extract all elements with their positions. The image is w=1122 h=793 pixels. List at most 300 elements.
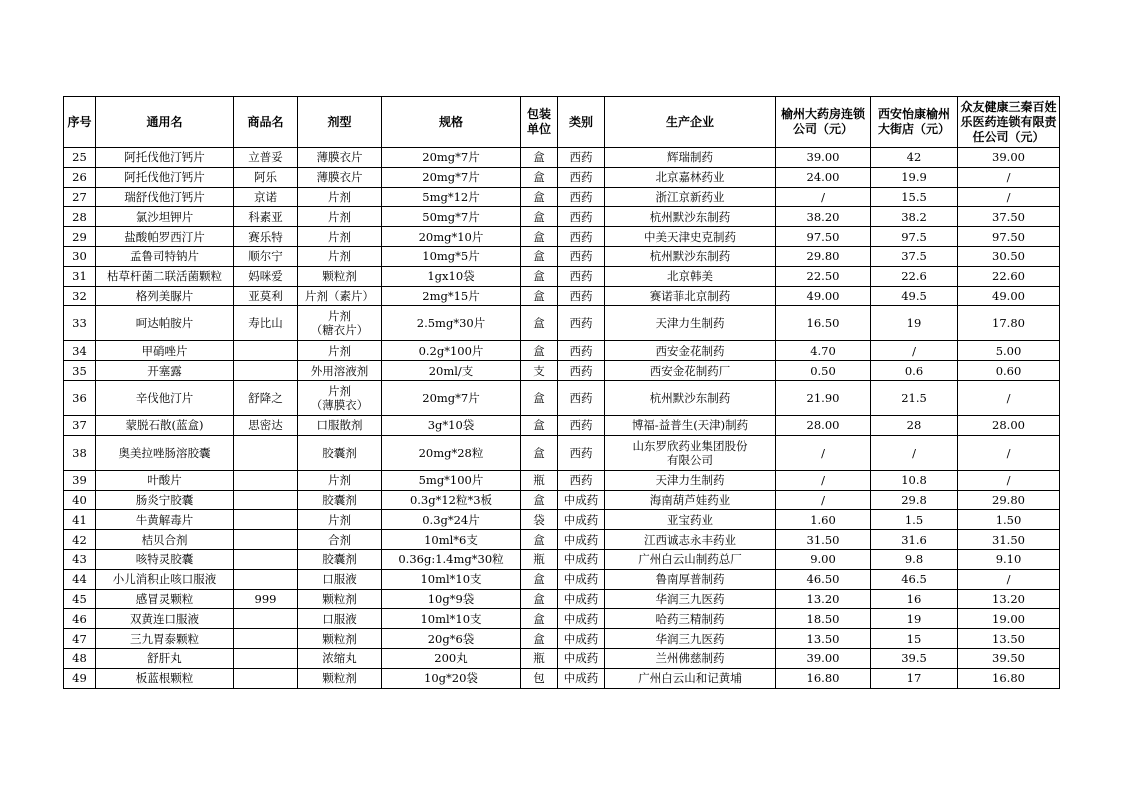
cell-index: 37 [64, 415, 96, 435]
cell-category: 中成药 [558, 549, 605, 569]
table-row [64, 549, 1060, 569]
cell-generic-name: 开塞露 [96, 361, 234, 381]
header-generic-name: 通用名 [96, 97, 234, 148]
cell-price-c: 9.10 [958, 549, 1060, 569]
cell-dosage-form: 颗粒剂 [298, 589, 382, 609]
cell-price-a: 21.90 [776, 380, 871, 415]
cell-dosage-form: 外用溶液剂 [298, 361, 382, 381]
cell-dosage-form: 胶囊剂 [298, 549, 382, 569]
cell-generic-name: 牛黄解毒片 [96, 510, 234, 530]
cell-price-b: 15.5 [871, 187, 958, 207]
cell-spec: 10ml*10支 [382, 609, 521, 629]
cell-price-b: 29.8 [871, 490, 958, 510]
cell-package-unit: 盒 [521, 530, 558, 550]
cell-generic-name: 瑞舒伐他汀钙片 [96, 187, 234, 207]
cell-price-a: 13.20 [776, 589, 871, 609]
cell-index: 41 [64, 510, 96, 530]
cell-price-c: 13.20 [958, 589, 1060, 609]
header-index: 序号 [64, 97, 96, 148]
cell-brand-name [234, 569, 298, 589]
cell-category: 中成药 [558, 510, 605, 530]
cell-package-unit: 瓶 [521, 648, 558, 668]
cell-generic-name: 感冒灵颗粒 [96, 589, 234, 609]
cell-spec: 0.2g*100片 [382, 341, 521, 361]
cell-dosage-form: 颗粒剂 [298, 266, 382, 286]
cell-generic-name: 甲硝唑片 [96, 341, 234, 361]
cell-index: 48 [64, 648, 96, 668]
cell-index: 28 [64, 207, 96, 227]
cell-price-a: 39.00 [776, 148, 871, 168]
cell-spec: 0.36g:1.4mg*30粒 [382, 549, 521, 569]
cell-package-unit: 盒 [521, 380, 558, 415]
cell-dosage-form: 胶囊剂 [298, 490, 382, 510]
cell-index: 42 [64, 530, 96, 550]
cell-price-a: 97.50 [776, 227, 871, 247]
cell-spec: 10g*20袋 [382, 668, 521, 688]
cell-index: 33 [64, 306, 96, 341]
cell-brand-name [234, 435, 298, 470]
cell-price-a: 39.00 [776, 648, 871, 668]
cell-category: 西药 [558, 207, 605, 227]
cell-brand-name: 思密达 [234, 415, 298, 435]
cell-package-unit: 瓶 [521, 549, 558, 569]
cell-index: 34 [64, 341, 96, 361]
cell-index: 30 [64, 246, 96, 266]
cell-manufacturer: 华润三九医药 [605, 629, 776, 649]
cell-brand-name [234, 490, 298, 510]
cell-price-c: 29.80 [958, 490, 1060, 510]
cell-package-unit: 盒 [521, 246, 558, 266]
cell-price-c: 16.80 [958, 668, 1060, 688]
cell-package-unit: 袋 [521, 510, 558, 530]
cell-price-b: 19 [871, 306, 958, 341]
cell-manufacturer: 西安金花制药 [605, 341, 776, 361]
table-body [64, 148, 1060, 689]
cell-index: 29 [64, 227, 96, 247]
cell-category: 中成药 [558, 569, 605, 589]
cell-price-c: 19.00 [958, 609, 1060, 629]
cell-brand-name: 立普妥 [234, 148, 298, 168]
table-row [64, 629, 1060, 649]
cell-manufacturer: 中美天津史克制药 [605, 227, 776, 247]
cell-price-a: / [776, 187, 871, 207]
cell-spec: 1gx10袋 [382, 266, 521, 286]
cell-spec: 20mg*10片 [382, 227, 521, 247]
table-row [64, 148, 1060, 168]
cell-index: 36 [64, 380, 96, 415]
cell-generic-name: 舒肝丸 [96, 648, 234, 668]
cell-package-unit: 盒 [521, 306, 558, 341]
cell-manufacturer: 山东罗欣药业集团股份 有限公司 [605, 435, 776, 470]
cell-price-b: 21.5 [871, 380, 958, 415]
cell-price-b: 15 [871, 629, 958, 649]
cell-generic-name: 咳特灵胶囊 [96, 549, 234, 569]
cell-index: 31 [64, 266, 96, 286]
cell-dosage-form: 口服液 [298, 569, 382, 589]
table-row [64, 306, 1060, 341]
table-row [64, 380, 1060, 415]
cell-dosage-form: 薄膜衣片 [298, 148, 382, 168]
cell-manufacturer: 鲁南厚普制药 [605, 569, 776, 589]
cell-category: 西药 [558, 246, 605, 266]
cell-spec: 20mg*28粒 [382, 435, 521, 470]
cell-manufacturer: 北京韩美 [605, 266, 776, 286]
cell-generic-name: 小儿消积止咳口服液 [96, 569, 234, 589]
cell-dosage-form: 口服液 [298, 609, 382, 629]
cell-price-b: 22.6 [871, 266, 958, 286]
cell-index: 43 [64, 549, 96, 569]
cell-price-b: 28 [871, 415, 958, 435]
cell-package-unit: 盒 [521, 148, 558, 168]
header-dosage-form: 剂型 [298, 97, 382, 148]
cell-manufacturer: 博福-益普生(天津)制药 [605, 415, 776, 435]
cell-price-c: 1.50 [958, 510, 1060, 530]
cell-package-unit: 盒 [521, 609, 558, 629]
cell-generic-name: 盐酸帕罗西汀片 [96, 227, 234, 247]
cell-category: 中成药 [558, 589, 605, 609]
cell-category: 中成药 [558, 648, 605, 668]
cell-dosage-form: 片剂 （糖衣片） [298, 306, 382, 341]
cell-package-unit: 盒 [521, 187, 558, 207]
cell-package-unit: 盒 [521, 569, 558, 589]
table-row [64, 435, 1060, 470]
cell-category: 中成药 [558, 530, 605, 550]
cell-manufacturer: 浙江京新药业 [605, 187, 776, 207]
cell-price-a: 28.00 [776, 415, 871, 435]
table-row [64, 415, 1060, 435]
cell-brand-name: 科素亚 [234, 207, 298, 227]
table-row [64, 668, 1060, 688]
cell-price-b: 16 [871, 589, 958, 609]
cell-generic-name: 板蓝根颗粒 [96, 668, 234, 688]
cell-category: 西药 [558, 470, 605, 490]
cell-price-b: 19.9 [871, 167, 958, 187]
cell-brand-name [234, 609, 298, 629]
cell-price-b: 39.5 [871, 648, 958, 668]
cell-manufacturer: 杭州默沙东制药 [605, 246, 776, 266]
cell-generic-name: 双黄连口服液 [96, 609, 234, 629]
cell-price-b: 9.8 [871, 549, 958, 569]
cell-manufacturer: 天津力生制药 [605, 306, 776, 341]
cell-manufacturer: 北京嘉林药业 [605, 167, 776, 187]
cell-manufacturer: 赛诺菲北京制药 [605, 286, 776, 306]
cell-price-c: / [958, 435, 1060, 470]
cell-manufacturer: 西安金花制药厂 [605, 361, 776, 381]
cell-spec: 0.3g*24片 [382, 510, 521, 530]
cell-category: 西药 [558, 187, 605, 207]
cell-price-c: / [958, 470, 1060, 490]
cell-generic-name: 阿托伐他汀钙片 [96, 148, 234, 168]
cell-dosage-form: 合剂 [298, 530, 382, 550]
cell-price-b: 42 [871, 148, 958, 168]
cell-dosage-form: 薄膜衣片 [298, 167, 382, 187]
cell-spec: 20mg*7片 [382, 167, 521, 187]
cell-generic-name: 氯沙坦钾片 [96, 207, 234, 227]
cell-price-a: 22.50 [776, 266, 871, 286]
cell-brand-name [234, 549, 298, 569]
table-row [64, 246, 1060, 266]
cell-price-a: 16.50 [776, 306, 871, 341]
cell-manufacturer: 杭州默沙东制药 [605, 207, 776, 227]
cell-generic-name: 孟鲁司特钠片 [96, 246, 234, 266]
cell-manufacturer: 海南葫芦娃药业 [605, 490, 776, 510]
cell-index: 32 [64, 286, 96, 306]
cell-brand-name: 舒降之 [234, 380, 298, 415]
cell-package-unit: 盒 [521, 490, 558, 510]
cell-brand-name: 阿乐 [234, 167, 298, 187]
cell-spec: 0.3g*12粒*3板 [382, 490, 521, 510]
cell-price-b: 17 [871, 668, 958, 688]
cell-generic-name: 辛伐他汀片 [96, 380, 234, 415]
cell-dosage-form: 片剂 [298, 341, 382, 361]
cell-package-unit: 包 [521, 668, 558, 688]
cell-index: 38 [64, 435, 96, 470]
cell-price-a: 0.50 [776, 361, 871, 381]
cell-category: 西药 [558, 361, 605, 381]
cell-generic-name: 三九胃泰颗粒 [96, 629, 234, 649]
cell-generic-name: 蒙脱石散(蓝盒) [96, 415, 234, 435]
cell-generic-name: 奥美拉唑肠溶胶囊 [96, 435, 234, 470]
table-row [64, 207, 1060, 227]
cell-brand-name [234, 629, 298, 649]
cell-manufacturer: 广州白云山制药总厂 [605, 549, 776, 569]
cell-category: 西药 [558, 341, 605, 361]
cell-index: 40 [64, 490, 96, 510]
cell-index: 47 [64, 629, 96, 649]
table-row [64, 569, 1060, 589]
cell-package-unit: 盒 [521, 415, 558, 435]
cell-price-c: 39.50 [958, 648, 1060, 668]
cell-spec: 20g*6袋 [382, 629, 521, 649]
cell-generic-name: 肠炎宁胶囊 [96, 490, 234, 510]
header-price-c: 众友健康三秦百姓乐医药连锁有限责任公司（元） [958, 97, 1060, 148]
cell-price-b: 1.5 [871, 510, 958, 530]
cell-price-b: 37.5 [871, 246, 958, 266]
table-row [64, 266, 1060, 286]
header-price-a: 榆州大药房连锁公司（元） [776, 97, 871, 148]
cell-package-unit: 盒 [521, 227, 558, 247]
cell-package-unit: 盒 [521, 207, 558, 227]
cell-price-b: 31.6 [871, 530, 958, 550]
cell-manufacturer: 杭州默沙东制药 [605, 380, 776, 415]
cell-dosage-form: 颗粒剂 [298, 668, 382, 688]
cell-index: 44 [64, 569, 96, 589]
cell-dosage-form: 片剂 [298, 246, 382, 266]
header-brand-name: 商品名 [234, 97, 298, 148]
cell-spec: 5mg*12片 [382, 187, 521, 207]
table-row [64, 341, 1060, 361]
cell-manufacturer: 江西诚志永丰药业 [605, 530, 776, 550]
price-table [63, 96, 1060, 689]
cell-manufacturer: 辉瑞制药 [605, 148, 776, 168]
cell-price-c: 5.00 [958, 341, 1060, 361]
cell-price-c: 39.00 [958, 148, 1060, 168]
cell-price-a: 16.80 [776, 668, 871, 688]
cell-generic-name: 枯草杆菌二联活菌颗粒 [96, 266, 234, 286]
cell-brand-name: 顺尔宁 [234, 246, 298, 266]
header-category: 类别 [558, 97, 605, 148]
cell-spec: 5mg*100片 [382, 470, 521, 490]
cell-spec: 2.5mg*30片 [382, 306, 521, 341]
cell-category: 中成药 [558, 609, 605, 629]
cell-brand-name: 京诺 [234, 187, 298, 207]
cell-price-a: / [776, 490, 871, 510]
cell-generic-name: 桔贝合剂 [96, 530, 234, 550]
cell-category: 西药 [558, 148, 605, 168]
cell-dosage-form: 片剂 （薄膜衣） [298, 380, 382, 415]
cell-brand-name [234, 361, 298, 381]
cell-spec: 3g*10袋 [382, 415, 521, 435]
cell-brand-name: 赛乐特 [234, 227, 298, 247]
cell-spec: 10g*9袋 [382, 589, 521, 609]
cell-price-c: 37.50 [958, 207, 1060, 227]
cell-category: 西药 [558, 227, 605, 247]
cell-index: 25 [64, 148, 96, 168]
cell-price-c: / [958, 380, 1060, 415]
cell-price-a: 46.50 [776, 569, 871, 589]
cell-category: 西药 [558, 415, 605, 435]
cell-category: 西药 [558, 306, 605, 341]
cell-category: 西药 [558, 435, 605, 470]
table-row [64, 609, 1060, 629]
cell-price-a: 38.20 [776, 207, 871, 227]
cell-brand-name [234, 648, 298, 668]
cell-price-b: / [871, 435, 958, 470]
cell-dosage-form: 片剂（素片） [298, 286, 382, 306]
cell-dosage-form: 片剂 [298, 187, 382, 207]
cell-price-a: / [776, 435, 871, 470]
cell-dosage-form: 片剂 [298, 470, 382, 490]
cell-price-a: 24.00 [776, 167, 871, 187]
cell-brand-name [234, 530, 298, 550]
cell-spec: 10mg*5片 [382, 246, 521, 266]
cell-manufacturer: 广州白云山和记黄埔 [605, 668, 776, 688]
cell-package-unit: 盒 [521, 167, 558, 187]
table-row [64, 648, 1060, 668]
cell-index: 49 [64, 668, 96, 688]
cell-category: 西药 [558, 167, 605, 187]
cell-spec: 20mg*7片 [382, 380, 521, 415]
header-row [64, 97, 1060, 148]
header-manufacturer: 生产企业 [605, 97, 776, 148]
cell-dosage-form: 颗粒剂 [298, 629, 382, 649]
cell-index: 46 [64, 609, 96, 629]
cell-spec: 200丸 [382, 648, 521, 668]
header-spec: 规格 [382, 97, 521, 148]
cell-package-unit: 瓶 [521, 470, 558, 490]
cell-price-a: 1.60 [776, 510, 871, 530]
cell-dosage-form: 胶囊剂 [298, 435, 382, 470]
cell-category: 中成药 [558, 490, 605, 510]
cell-package-unit: 盒 [521, 266, 558, 286]
cell-spec: 2mg*15片 [382, 286, 521, 306]
cell-index: 26 [64, 167, 96, 187]
cell-price-a: 9.00 [776, 549, 871, 569]
cell-price-b: 10.8 [871, 470, 958, 490]
cell-package-unit: 盒 [521, 589, 558, 609]
table-row [64, 227, 1060, 247]
table-row [64, 286, 1060, 306]
cell-price-a: 4.70 [776, 341, 871, 361]
cell-brand-name [234, 470, 298, 490]
cell-price-c: 0.60 [958, 361, 1060, 381]
cell-price-c: 17.80 [958, 306, 1060, 341]
cell-price-c: 31.50 [958, 530, 1060, 550]
table-row [64, 187, 1060, 207]
cell-dosage-form: 片剂 [298, 207, 382, 227]
cell-price-c: 13.50 [958, 629, 1060, 649]
cell-manufacturer: 哈药三精制药 [605, 609, 776, 629]
cell-spec: 10ml*10支 [382, 569, 521, 589]
cell-manufacturer: 华润三九医药 [605, 589, 776, 609]
cell-dosage-form: 片剂 [298, 510, 382, 530]
cell-brand-name: 999 [234, 589, 298, 609]
cell-price-b: 0.6 [871, 361, 958, 381]
cell-price-b: 38.2 [871, 207, 958, 227]
cell-manufacturer: 兰州佛慈制药 [605, 648, 776, 668]
header-price-b: 西安怡康榆州大街店（元） [871, 97, 958, 148]
cell-price-b: 19 [871, 609, 958, 629]
cell-brand-name [234, 668, 298, 688]
cell-manufacturer: 天津力生制药 [605, 470, 776, 490]
header-package-unit: 包装单位 [521, 97, 558, 148]
cell-price-b: 46.5 [871, 569, 958, 589]
cell-package-unit: 支 [521, 361, 558, 381]
cell-price-b: 49.5 [871, 286, 958, 306]
cell-spec: 10ml*6支 [382, 530, 521, 550]
cell-price-a: 18.50 [776, 609, 871, 629]
cell-generic-name: 阿托伐他汀钙片 [96, 167, 234, 187]
cell-price-c: 28.00 [958, 415, 1060, 435]
cell-spec: 20mg*7片 [382, 148, 521, 168]
cell-price-c: 97.50 [958, 227, 1060, 247]
cell-price-c: 22.60 [958, 266, 1060, 286]
cell-price-b: 97.5 [871, 227, 958, 247]
cell-price-a: 31.50 [776, 530, 871, 550]
cell-generic-name: 叶酸片 [96, 470, 234, 490]
cell-dosage-form: 片剂 [298, 227, 382, 247]
cell-spec: 20ml/支 [382, 361, 521, 381]
table-row [64, 167, 1060, 187]
cell-manufacturer: 亚宝药业 [605, 510, 776, 530]
cell-price-c: / [958, 569, 1060, 589]
cell-package-unit: 盒 [521, 629, 558, 649]
cell-package-unit: 盒 [521, 341, 558, 361]
cell-dosage-form: 口服散剂 [298, 415, 382, 435]
cell-index: 45 [64, 589, 96, 609]
cell-price-a: 13.50 [776, 629, 871, 649]
cell-index: 35 [64, 361, 96, 381]
cell-generic-name: 格列美脲片 [96, 286, 234, 306]
table-row [64, 530, 1060, 550]
table-row [64, 589, 1060, 609]
cell-price-c: / [958, 187, 1060, 207]
cell-brand-name [234, 510, 298, 530]
cell-dosage-form: 浓缩丸 [298, 648, 382, 668]
cell-index: 39 [64, 470, 96, 490]
cell-category: 中成药 [558, 668, 605, 688]
table-row [64, 470, 1060, 490]
cell-price-a: 29.80 [776, 246, 871, 266]
cell-generic-name: 呵达帕胺片 [96, 306, 234, 341]
cell-brand-name [234, 341, 298, 361]
cell-category: 中成药 [558, 629, 605, 649]
cell-price-c: 30.50 [958, 246, 1060, 266]
cell-price-a: 49.00 [776, 286, 871, 306]
cell-category: 西药 [558, 286, 605, 306]
cell-package-unit: 盒 [521, 435, 558, 470]
cell-brand-name: 妈咪爱 [234, 266, 298, 286]
